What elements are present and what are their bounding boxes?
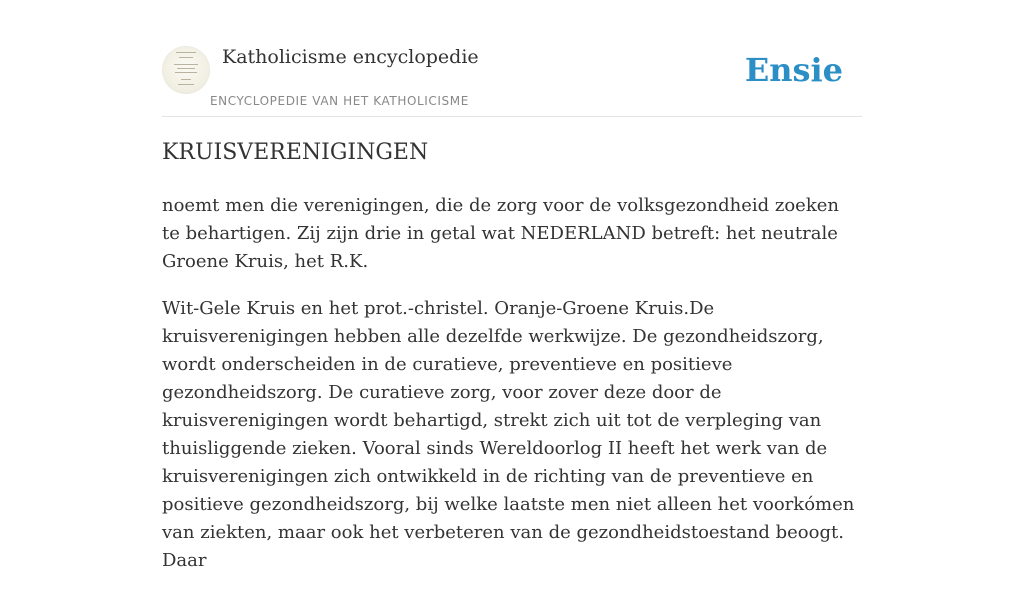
- article-body: [162, 192, 862, 594]
- page-container: [162, 0, 862, 571]
- ensie-logo-link[interactable]: Ensie: [744, 51, 843, 89]
- article-paragraph: Wit-Gele Kruis en het prot.-christel. Oranje-Groene Kruis.De kruisverenigingen hebben alle dezelfde werkwijze. De gezondheidszorg, wordt onderscheiden in de curatieve, preventieve en positieve gezondheidszorg. De curatieve zorg, voor zover deze door de kruisverenigingen wordt behartigd, strekt zich uit tot de verpleging van thuisliggende zieken. Vooral sinds Wereldoorlog II heeft het werk van de kruisverenigingen zich ontwikkeld in de richting van de preventieve en positieve gezondheidszorg, bij welke laatste men niet alleen het voorkómen van ziekten, maar ook het verbeteren van de gezondheidstoestand beoogt. Daar: [162, 298, 855, 571]
- encyclopedia-cover-icon[interactable]: [162, 46, 210, 94]
- encyclopedia-title[interactable]: Katholicisme encyclopedie: [222, 46, 479, 68]
- article-title: KRUISVERENIGINGEN: [162, 140, 429, 165]
- article-paragraph: noemt men die verenigingen, die de zorg voor de volksgezondheid zoeken te behartigen. Zij zijn drie in getal wat NEDERLAND betreft: het neutrale Groene Kruis, het R.K.: [162, 195, 839, 272]
- encyclopedia-subtitle: ENCYCLOPEDIE VAN HET KATHOLICISME: [210, 94, 469, 108]
- site-header: [162, 0, 862, 117]
